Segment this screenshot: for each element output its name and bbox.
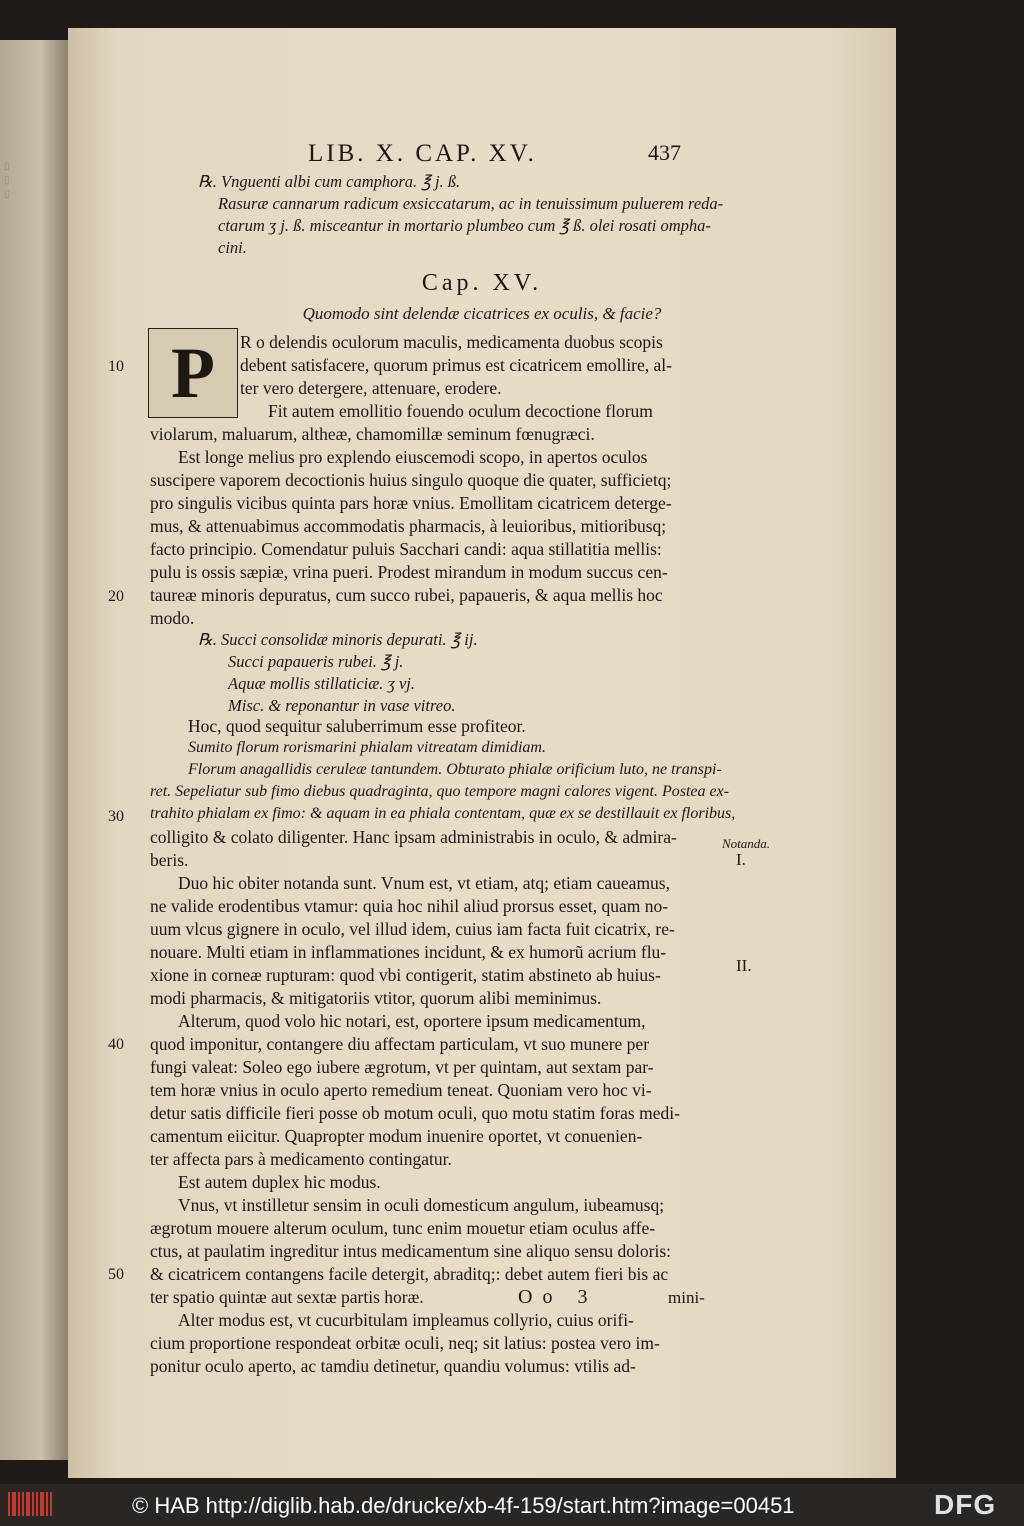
text-line: cium proportione respondeat orbitæ oculi, neq; sit latius: postea vero im-	[150, 1333, 660, 1353]
recipe-line: Succi papaueris rubei. ℥ j.	[228, 652, 404, 671]
line-number: 20	[108, 588, 124, 605]
text-line: Est longe melius pro explendo eiuscemodi scopo, in apertos oculos	[178, 447, 648, 467]
text-line: mus, & attenuabimus accommodatis pharmacis, à leuioribus, mitioribusq;	[150, 516, 667, 536]
text-line: Est autem duplex hic modus.	[178, 1172, 381, 1192]
text-line: fungi valeat: Soleo ego iubere ægrotum, vt per quintam, aut sextam par-	[150, 1057, 654, 1077]
text-line: ret. Sepeliatur sub fimo diebus quadraginta, quo tempore magni calores vigent. Postea ex-	[150, 783, 730, 800]
catchword: mini-	[668, 1288, 705, 1307]
recipe-line: ctarum ʒ j. ß. misceantur in mortario plumbeo cum ℥ ß. olei rosati ompha-	[218, 216, 711, 235]
signature-mark: Oo 3	[518, 1286, 598, 1308]
text-line: detur satis difficile fieri posse ob motum oculi, quo motu statim foras medi-	[150, 1103, 680, 1123]
text-line: facto principio. Comendatur puluis Sacchari candi: aqua stillatitia mellis:	[150, 539, 662, 559]
text-line: camentum eiicitur. Quapropter modum inuenire oportet, vt conuenien-	[150, 1126, 643, 1146]
barcode-icon	[8, 1492, 52, 1516]
text-line: colligito & colato diligenter. Hanc ipsam administrabis in oculo, & admira-	[150, 827, 677, 847]
text-line: trahito phialam ex fimo: & aquam in ea phiala contentam, quæ ex se destillauit ex floribus,	[150, 805, 736, 822]
recipe-line: ℞. Vnguenti albi cum camphora. ℥ j. ß.	[198, 172, 461, 191]
text-line: Duo hic obiter notanda sunt. Vnum est, vt etiam, atq; etiam caueamus,	[178, 873, 670, 893]
text-line: Alterum, quod volo hic notari, est, oportere ipsum medicamentum,	[178, 1011, 646, 1031]
text-line: violarum, maluarum, altheæ, chamomillæ seminum fœnugræci.	[150, 424, 595, 444]
text-line: taureæ minoris depuratus, cum succo rubei, papaueris, & aqua mellis hoc	[150, 585, 663, 605]
dfg-logo: DFG	[934, 1489, 997, 1520]
text-line: ter vero detergere, attenuare, erodere.	[240, 378, 502, 398]
recipe-line: Rasuræ cannarum radicum exsiccatarum, ac in tenuissimum puluerem reda-	[218, 194, 724, 213]
copyright-link[interactable]: © HAB http://diglib.hab.de/drucke/xb-4f-159/start.htm?image=00451	[132, 1493, 795, 1518]
text-line: uum vlcus gignere in oculo, vel illud idem, cuius iam facta fuit cicatrix, re-	[150, 919, 675, 939]
viewer-footer	[0, 1484, 1024, 1526]
marginal-numeral: II.	[736, 956, 752, 975]
text-line: quod imponitur, contangere diu affectam particulam, vt suo munere per	[150, 1034, 650, 1054]
text-line: & cicatricem contangens facile detergit, abraditq;: debet autem fieri bis ac	[150, 1264, 669, 1284]
text-line: xione in corneæ rupturam: quod vbi contigerit, statim abstineto ab huius-	[150, 965, 661, 985]
text-line: ponitur oculo aperto, ac tamdiu detinetur, quandiu volumus: vtilis ad-	[150, 1356, 636, 1376]
decorated-initial: P	[148, 328, 238, 418]
chapter-title: Cap. XV.	[421, 270, 543, 296]
text-line: ægrotum mouere alterum oculum, tunc enim mouetur etiam oculus affe-	[150, 1218, 656, 1238]
text-line: Vnus, vt instilletur sensim in oculi domesticum angulum, iubeamusq;	[178, 1195, 665, 1215]
book-page	[68, 28, 896, 1478]
chapter-subtitle: Quomodo sint delendæ cicatrices ex oculis, & facie?	[302, 304, 662, 323]
recipe-line: Aquæ mollis stillaticiæ. ʒ vj.	[228, 674, 415, 693]
text-line: pro singulis vicibus quinta pars horæ vnius. Emollitam cicatricem deterge-	[150, 493, 672, 513]
line-number: 50	[108, 1266, 124, 1283]
facing-page-bleed: ▯ ▯ ▯	[4, 161, 11, 200]
text-line: ter affecta pars à medicamento contingatur.	[150, 1149, 452, 1169]
text-line: ne valide erodentibus vtamur: quia hoc nihil aliud prorsus esset, quam no-	[150, 896, 669, 916]
facing-page-edge	[0, 40, 68, 1460]
text-line: R o delendis oculorum maculis, medicamenta duobus scopis	[240, 332, 663, 352]
recipe-line: Misc. & reponantur in vase vitreo.	[228, 696, 456, 715]
text-line: Sumito florum rorismarini phialam vitreatam dimidiam.	[188, 739, 546, 756]
text-line: Florum anagallidis ceruleæ tantundem. Obturato phialæ orificium luto, ne transpi-	[188, 761, 722, 778]
text-line: Hoc, quod sequitur saluberrimum esse profiteor.	[188, 716, 526, 736]
running-title: LIB. X. CAP. XV.	[308, 140, 537, 167]
line-number: 30	[108, 808, 124, 825]
text-line: suscipere vaporem decoctionis huius singulo quoque die quater, sufficietq;	[150, 470, 672, 490]
text-line: modo.	[150, 608, 195, 628]
text-line: nouare. Multi etiam in inflammationes incidunt, & ex humorũ acrium flu-	[150, 942, 667, 962]
recipe-line: cini.	[218, 238, 247, 257]
text-line: modi pharmacis, & mitigatoriis vtitor, quorum alibi meminimus.	[150, 988, 602, 1008]
text-line: pulu is ossis sæpiæ, vrina pueri. Prodest mirandum in modum succus cen-	[150, 562, 668, 582]
text-line: beris.	[150, 850, 189, 870]
text-line: ter spatio quintæ aut sextæ partis horæ.	[150, 1287, 424, 1307]
marginal-note: Notanda.	[722, 836, 771, 851]
text-line: Fit autem emollitio fouendo oculum decoctione florum	[268, 401, 653, 421]
text-line: tem horæ vnius in oculo aperto remedium teneat. Quoniam vero hoc vi-	[150, 1080, 652, 1100]
text-line: ctus, at paulatim ingreditur intus medicamentum sine aliquo sensu doloris:	[150, 1241, 672, 1261]
marginal-numeral: I.	[736, 850, 746, 869]
line-number: 40	[108, 1036, 124, 1053]
text-line: Alter modus est, vt cucurbitulam impleamus collyrio, cuius orifi-	[178, 1310, 634, 1330]
recipe-line: ℞. Succi consolidæ minoris depurati. ℥ ij.	[198, 630, 478, 649]
text-line: debent satisfacere, quorum primus est cicatricem emollire, al-	[240, 355, 672, 375]
line-number: 10	[108, 358, 124, 375]
folio-number: 437	[648, 140, 681, 165]
